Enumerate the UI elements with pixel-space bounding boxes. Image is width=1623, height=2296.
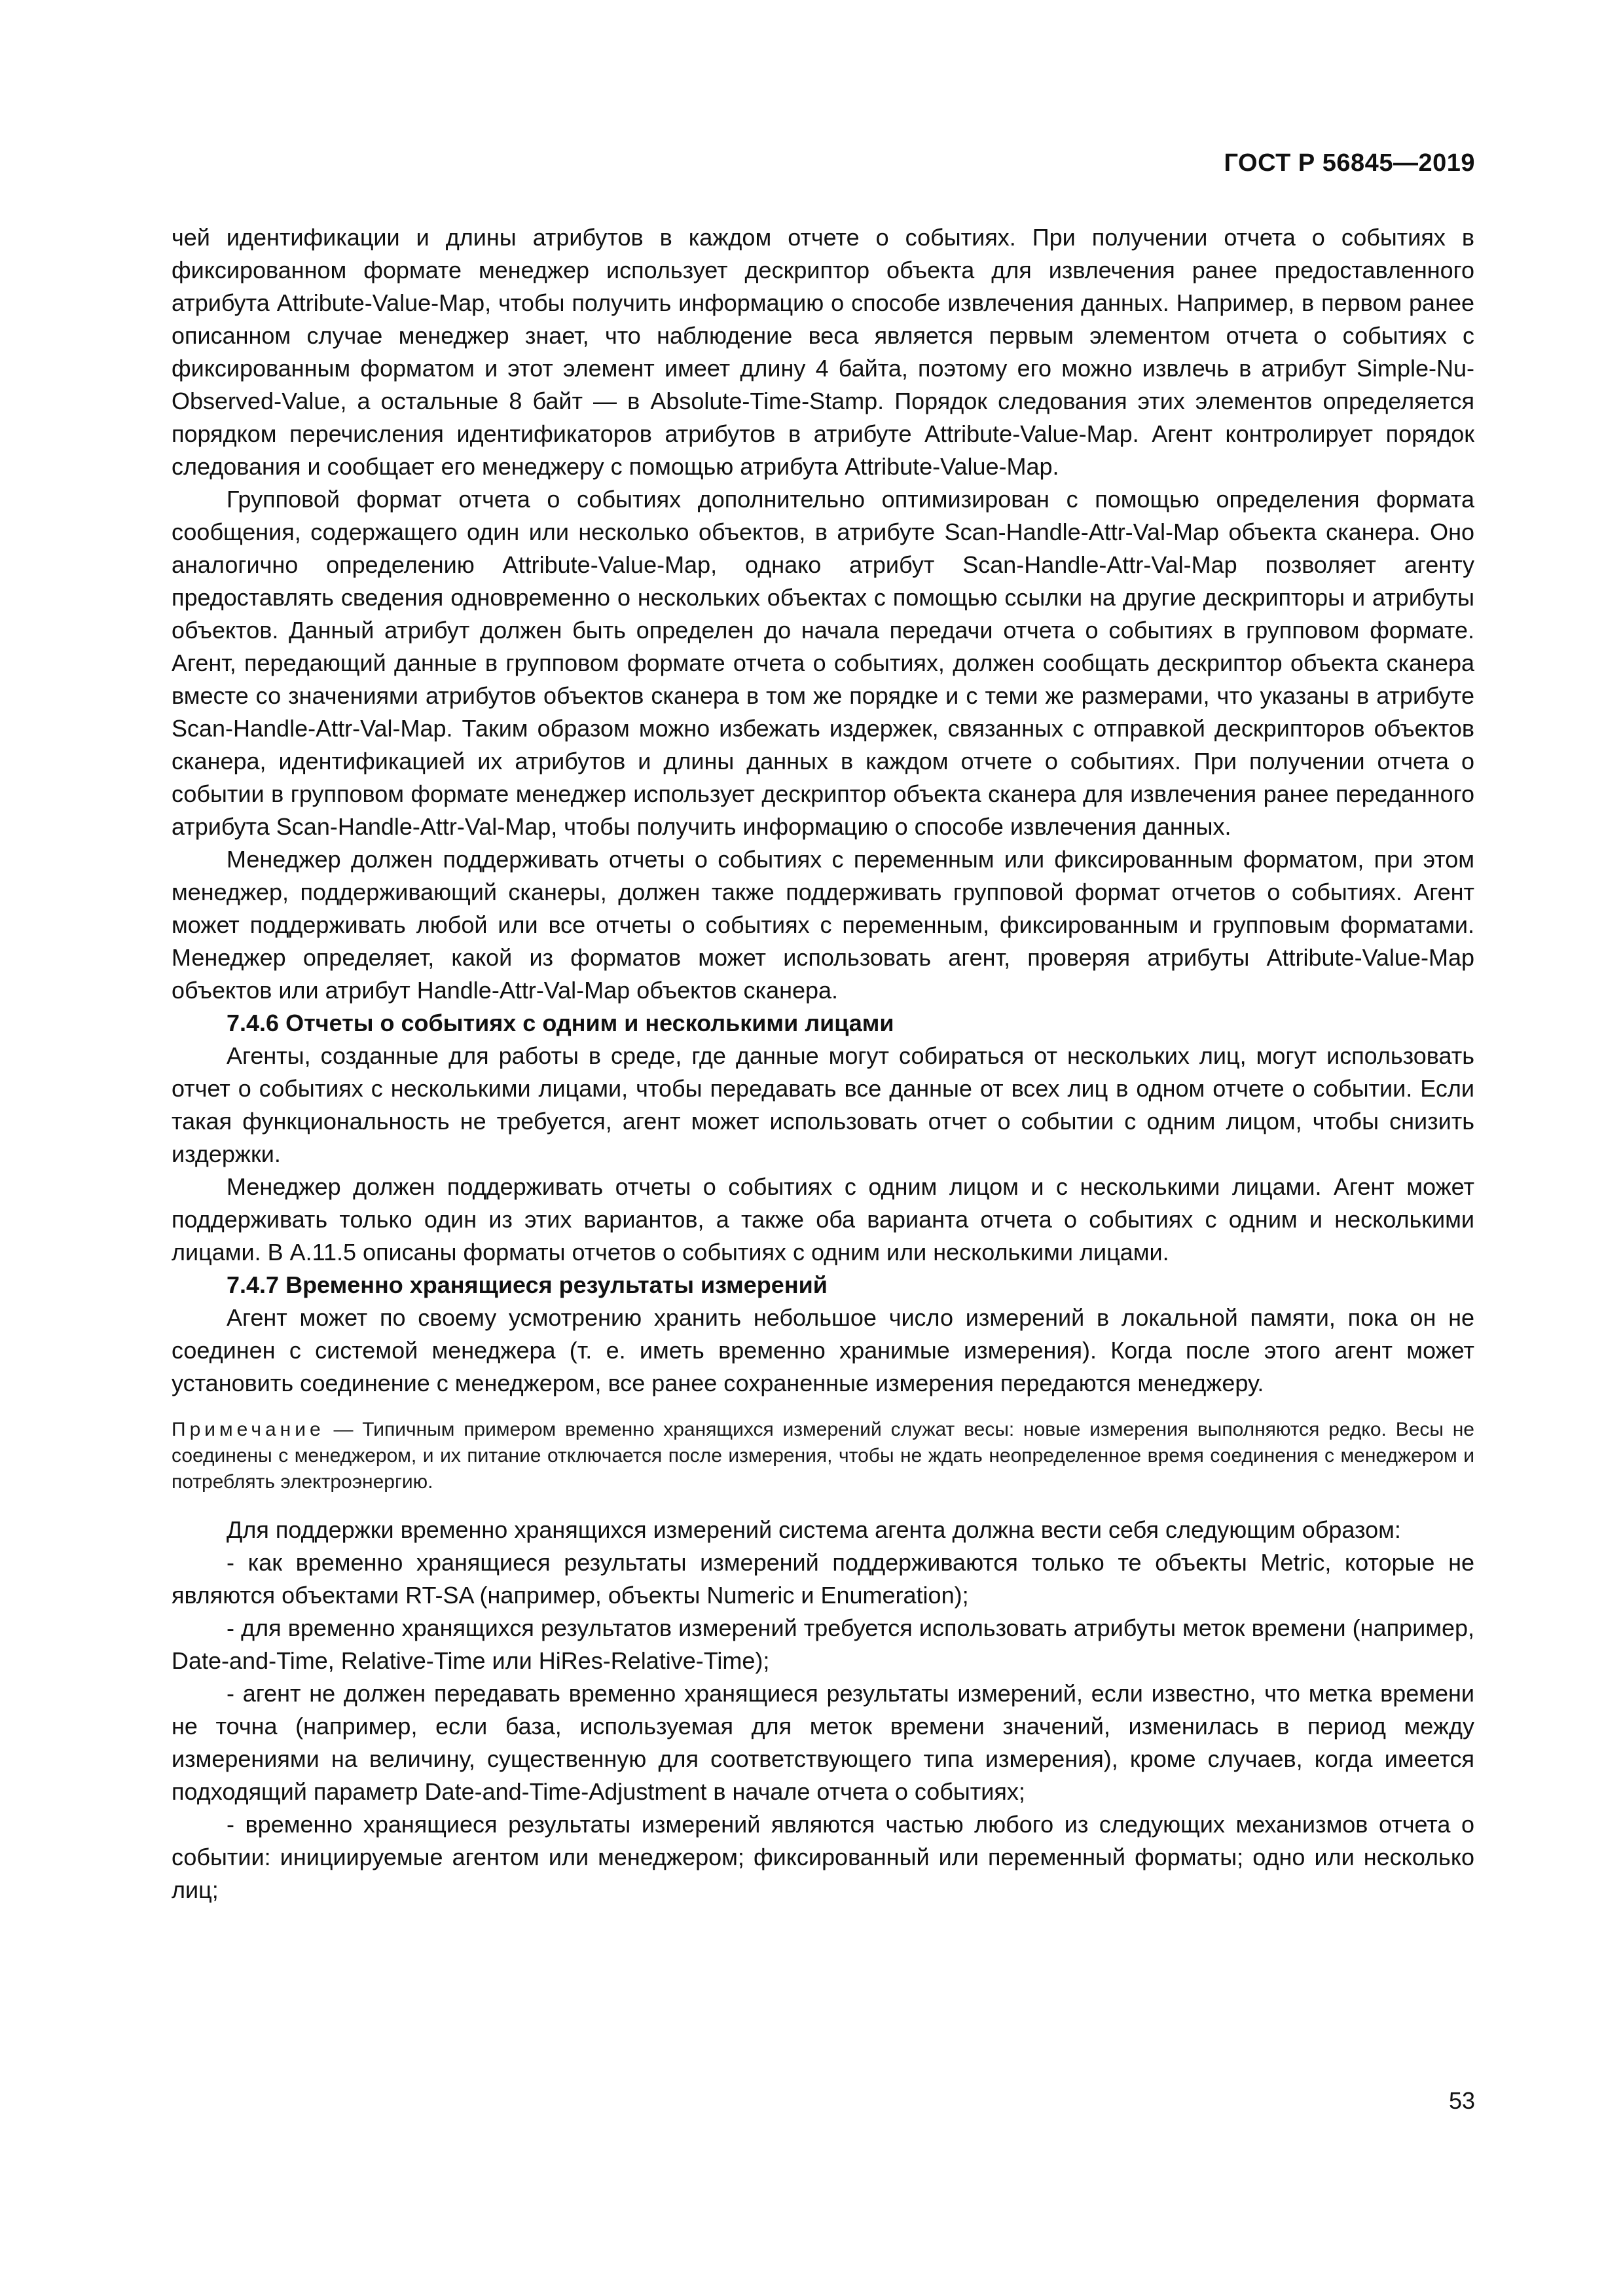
note-text: — Типичным примером временно хранящихся измерений служат весы: новые измерения выполняются редко. Весы не соединены с менеджером, и их питание отключается после измерения, чтобы не ждать неопределенное время соединения с менеджером и потреблять электроэнергию. (172, 1419, 1474, 1493)
section-heading-7-4-6: 7.4.6 Отчеты о событиях с одним и несколькими лицами (227, 1010, 894, 1036)
paragraph-6: Агент может по своему усмотрению хранить небольшое число измерений в локальной памяти, пока он не соединен с системой менеджера (т. е. иметь временно хранимые измерения). Когда после этого агент может установить соединение с менеджером, все ранее сохраненные измерения передаются менеджеру. (172, 1304, 1474, 1396)
list-item-3: - агент не должен передавать временно хранящиеся результаты измерений, если известно, что метка времени не точна (например, если база, используемая для меток времени значений, изменилась в период между измерениями на величину, существенную для соответствующего типа измерения), кроме случаев, когда имеется подходящий параметр Date-and-Time-Adjustment в начале отчета о событиях; (172, 1680, 1474, 1805)
list-item-4: - временно хранящиеся результаты измерений являются частью любого из следующих механизмов отчета о событии: инициируемые агентом или менеджером; фиксированный или переменный форматы; одно или несколько лиц; (172, 1811, 1474, 1903)
paragraph-7: Для поддержки временно хранящихся измерений система агента должна вести себя следующим образом: (227, 1516, 1401, 1543)
note-block (172, 1417, 1474, 1495)
paragraph-3: Менеджер должен поддерживать отчеты о событиях с переменным или фиксированным форматом, при этом менеджер, поддерживающий сканеры, должен также поддерживать групповой формат отчетов о событиях. Агент может поддерживать любой или все отчеты о событиях с переменным, фиксированным и групповым форматами. Менеджер определяет, какой из форматов может использовать агент, проверяя атрибуты Attribute-Value-Map объектов или атрибут Handle-Attr-Val-Map объектов сканера. (172, 846, 1474, 1004)
list-item-2: - для временно хранящихся результатов измерений требуется использовать атрибуты меток времени (например, Date-and-Time, Relative-Time или HiRes-Relative-Time); (172, 1614, 1474, 1674)
list-item-1: - как временно хранящиеся результаты измерений поддерживаются только те объекты Metric, которые не являются объектами RT-SA (например, объекты Numeric и Enumeration); (172, 1549, 1474, 1609)
section-heading-7-4-7: 7.4.7 Временно хранящиеся результаты измерений (227, 1271, 828, 1298)
paragraph-1: чей идентификации и длины атрибутов в каждом отчете о событиях. При получении отчета о событиях в фиксированном формате менеджер использует дескриптор объекта для извлечения ранее предоставленного атрибута Attribute-Value-Map, чтобы получить информацию о способе извлечения данных. Например, в первом ранее описанном случае менеджер знает, что наблюдение веса является первым элементом отчета о событиях с фиксированным форматом и этот элемент имеет длину 4 байта, поэтому его можно извлечь в атрибут Simple-Nu-Observed-Value, а остальные 8 байт — в Absolute-Time-Stamp. Порядок следования этих элементов определяется порядком перечисления идентификаторов атрибутов в атрибуте Attribute-Value-Map. Агент контролирует порядок следования и сообщает его менеджеру с помощью атрибута Attribute-Value-Map. (172, 224, 1474, 480)
paragraph-2: Групповой формат отчета о событиях дополнительно оптимизирован с помощью определения формата сообщения, содержащего один или несколько объектов, в атрибуте Scan-Handle-Attr-Val-Map объекта сканера. Оно аналогично определению Attribute-Value-Map, однако атрибут Scan-Handle-Attr-Val-Map позволяет агенту предоставлять сведения одновременно о нескольких объектах с помощью ссылки на другие дескрипторы и атрибуты объектов. Данный атрибут должен быть определен до начала передачи отчета о событиях в групповом формате. Агент, передающий данные в групповом формате отчета о событиях, должен сообщать дескриптор объекта сканера вместе со значениями атрибутов объектов сканера в том же порядке и с теми же размерами, что указаны в атрибуте Scan-Handle-Attr-Val-Map. Таким образом можно избежать издержек, связанных с отправкой дескрипторов объектов сканера, идентификацией их атрибутов и длины данных в каждом отчете о событиях. При получении отчета о событии в групповом формате менеджер использует дескриптор объекта сканера для извлечения ранее переданного атрибута Scan-Handle-Attr-Val-Map, чтобы получить информацию о способе извлечения данных. (172, 486, 1474, 840)
paragraph-5: Менеджер должен поддерживать отчеты о событиях с одним лицом и с несколькими лицами. Агент может поддерживать только один из этих вариантов, а также оба варианта отчета о событиях с одним и несколькими лицами. В А.11.5 описаны форматы отчетов о событиях с одним или несколькими лицами. (172, 1173, 1474, 1266)
page-number: 53 (1448, 2087, 1475, 2114)
paragraph-4: Агенты, созданные для работы в среде, где данные могут собираться от нескольких лиц, могут использовать отчет о событиях с несколькими лицами, чтобы передавать все данные от всех лиц в одном отчете о событии. Если такая функциональность не требуется, агент может использовать отчет о событии с одним лицом, чтобы снизить издержки. (172, 1042, 1474, 1167)
document-body (172, 221, 1474, 1906)
note-label: Примечание (172, 1419, 325, 1440)
document-header-id: ГОСТ Р 56845—2019 (1224, 149, 1475, 177)
